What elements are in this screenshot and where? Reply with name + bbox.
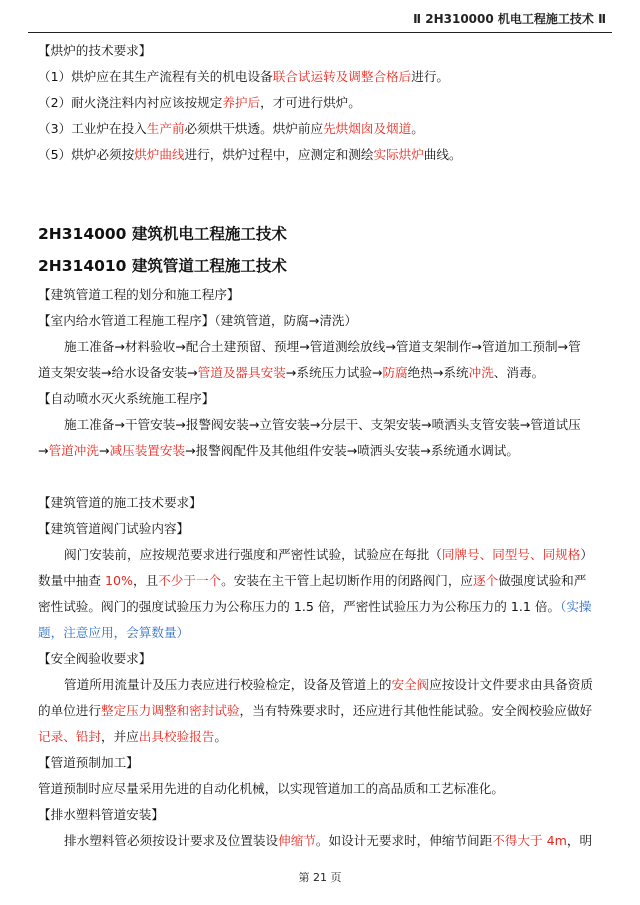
body-text: 阀门安装前，应按规范要求进行强度和严密性试验，试验应在每批（: [64, 547, 442, 562]
body-text: （5）烘炉必须按: [38, 147, 135, 162]
text-line: [38, 698, 604, 724]
emphasis-text: 记录、铅封: [38, 729, 101, 744]
body-text: （2）耐火浇注料内衬应该按规定: [38, 95, 223, 110]
body-text: 2H314010 建筑管道工程施工技术: [38, 257, 287, 275]
body-text: 管道预制时应尽量采用先进的自动化机械，以实现管道加工的高品质和工艺标准化。: [38, 781, 504, 796]
text-line: [38, 90, 604, 116]
emphasis-text: 防腐: [382, 365, 408, 380]
section-heading: [38, 250, 604, 282]
body-text: ，才可进行烘炉。: [260, 95, 361, 110]
text-line: [38, 64, 604, 90]
note-text: （实操: [560, 599, 592, 614]
text-line: [38, 412, 604, 438]
emphasis-text: 逐个: [473, 573, 499, 588]
text-line: [38, 594, 604, 620]
text-line: [38, 142, 604, 168]
text-line: [38, 360, 604, 386]
emphasis-text: 先烘烟囱及烟道: [323, 121, 412, 136]
emphasis-text: 不少于一个: [158, 573, 222, 588]
emphasis-text: 生产前: [146, 121, 185, 136]
text-line: [38, 724, 604, 750]
text-line: [38, 828, 604, 854]
body-text: 数量中抽查: [38, 573, 105, 588]
text-line: [38, 282, 604, 308]
body-text: （3）工业炉在投入: [38, 121, 147, 136]
text-line: [38, 542, 604, 568]
body-text: 施工准备→材料验收→配合土建预留、预埋→管道测绘放线→管道支架制作→管道加工预制→管: [64, 339, 581, 354]
body-text: 【建筑管道阀门试验内容】: [38, 521, 190, 536]
text-line: [38, 620, 604, 646]
emphasis-text: 10%: [104, 573, 133, 588]
body-text: →系统压力试验→: [285, 365, 383, 380]
body-text: 管道所用流量计及压力表应进行校验检定，设备及管道上的: [64, 677, 392, 692]
body-text: 进行。: [411, 69, 450, 84]
body-text: ，且: [132, 573, 159, 588]
body-text: 【烘炉的技术要求】: [38, 43, 152, 58]
running-header: Ⅱ 2H310000 机电工程施工技术 Ⅱ: [413, 12, 606, 26]
body-text: 施工准备→干管安装→报警阀安装→立管安装→分层干、支架安装→喷洒头支管安装→管道试压: [64, 417, 581, 432]
emphasis-text: 养护后: [222, 95, 261, 110]
body-text: 。安装在主干管上起切断作用的闭路阀门，应: [221, 573, 474, 588]
body-text: 密性试验。阀门的强度试验压力为公称压力的 1.5 倍，严密性试验压力为公称压力的 1.1 倍。: [38, 599, 561, 614]
body-text: 【排水塑料管道安装】: [38, 807, 164, 822]
body-text: 。如设计无要求时，伸缩节间距: [315, 833, 493, 848]
body-text: ，当有特殊要求时，还应进行其他性能试验。安全阀校验应做好: [239, 703, 593, 718]
emphasis-text: 管道冲洗: [48, 443, 99, 458]
emphasis-text: 减压装置安装: [109, 443, 186, 458]
body-text: →报警阀配件及其他组件安装→喷洒头安装→系统通水调试。: [185, 443, 519, 458]
body-text: 【建筑管道的施工技术要求】: [38, 495, 202, 510]
body-text: 【室内给水管道工程施工程序】（建筑管道，防腐→清洗）: [38, 313, 358, 328]
text-line: [38, 308, 604, 334]
body-text: 【安全阀验收要求】: [38, 651, 152, 666]
body-text: 【建筑管道工程的划分和施工程序】: [38, 287, 240, 302]
body-text: 必须烘干烘透。烘炉前应: [184, 121, 324, 136]
body-text: 2H314000 建筑机电工程施工技术: [38, 225, 287, 243]
text-line: [38, 334, 604, 360]
text-line: [38, 490, 604, 516]
emphasis-text: 出具校验报告: [138, 729, 215, 744]
emphasis-text: 安全阀: [391, 677, 430, 692]
header-divider: [28, 32, 612, 33]
emphasis-text: 联合试运转及调整合格后: [272, 69, 412, 84]
body-text: 的单位进行: [38, 703, 101, 718]
text-line: [38, 750, 604, 776]
body-text: 排水塑料管必须按设计要求及位置装设: [64, 833, 279, 848]
emphasis-text: 伸缩节: [278, 833, 316, 848]
emphasis-text: 不得大于 4m: [492, 833, 567, 848]
text-line: [38, 646, 604, 672]
emphasis-text: 实际烘炉: [373, 147, 424, 162]
body-text: 。: [411, 121, 424, 136]
body-text: 【自动喷水灭火系统施工程序】: [38, 391, 215, 406]
body-text: 。: [214, 729, 227, 744]
body-text: 应按设计文件要求由具备资质: [429, 677, 593, 692]
emphasis-text: 同牌号、同型号、同规格: [441, 547, 581, 562]
text-line: [38, 568, 604, 594]
section-heading: [38, 218, 604, 250]
body-text: 道支架安装→给水设备安装→: [38, 365, 198, 380]
document-body: [38, 38, 604, 854]
body-text: →: [38, 443, 49, 458]
body-text: ，并应: [100, 729, 139, 744]
text-line: [38, 802, 604, 828]
section-spacer: [38, 464, 604, 490]
note-text: 题，注意应用，会算数量）: [38, 625, 190, 640]
emphasis-text: 烘炉曲线: [134, 147, 185, 162]
body-text: 做强度试验和严: [498, 573, 587, 588]
page-number: 第 21 页: [298, 871, 342, 884]
text-line: [38, 438, 604, 464]
text-line: [38, 38, 604, 64]
emphasis-text: 管道及器具安装: [197, 365, 286, 380]
body-text: 绝热→系统: [407, 365, 469, 380]
text-line: [38, 672, 604, 698]
text-line: [38, 386, 604, 412]
body-text: 、消毒。: [493, 365, 545, 380]
body-text: 进行，烘炉过程中，应测定和测绘: [184, 147, 374, 162]
body-text: 曲线。: [423, 147, 462, 162]
body-text: ）: [580, 547, 593, 562]
text-line: [38, 516, 604, 542]
emphasis-text: 整定压力调整和密封试验: [100, 703, 240, 718]
body-text: ，明: [566, 833, 593, 848]
body-text: →: [98, 443, 110, 458]
emphasis-text: 冲洗: [468, 365, 494, 380]
text-line: [38, 776, 604, 802]
section-spacer: [38, 168, 604, 216]
text-line: [38, 116, 604, 142]
body-text: （1）烘炉应在其生产流程有关的机电设备: [38, 69, 273, 84]
body-text: 【管道预制加工】: [38, 755, 139, 770]
